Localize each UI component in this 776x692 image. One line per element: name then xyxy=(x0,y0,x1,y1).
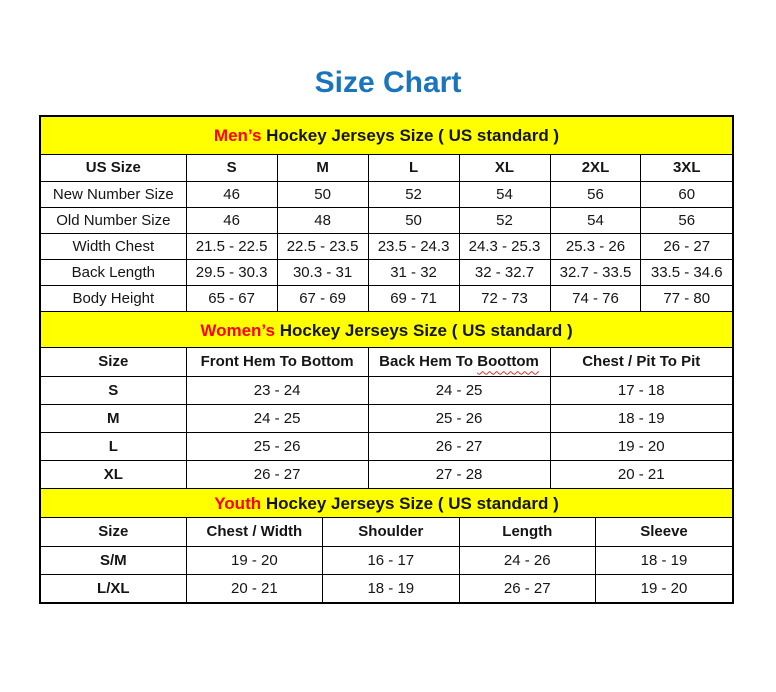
table-row xyxy=(41,233,732,259)
table-row xyxy=(41,432,732,460)
column-header: Length xyxy=(459,518,595,546)
size-value: 19 - 20 xyxy=(186,546,322,574)
misspelled-word: Boottom xyxy=(477,353,539,371)
size-value: 67 - 69 xyxy=(277,285,368,311)
column-header: Size xyxy=(41,348,186,376)
size-value: 26 - 27 xyxy=(459,574,595,602)
table-row xyxy=(41,181,732,207)
row-label: Width Chest xyxy=(41,233,186,259)
row-label: New Number Size xyxy=(41,181,186,207)
size-value: 48 xyxy=(277,207,368,233)
table-row xyxy=(41,207,732,233)
size-chart-table-group xyxy=(39,115,734,604)
size-value: 46 xyxy=(186,181,277,207)
size-value: 18 - 19 xyxy=(550,404,732,432)
table-row xyxy=(41,285,732,311)
column-header: Chest / Pit To Pit xyxy=(550,348,732,376)
row-label: Body Height xyxy=(41,285,186,311)
row-label: S xyxy=(41,376,186,404)
youth-banner-highlight: Youth xyxy=(214,494,262,513)
size-value: 20 - 21 xyxy=(550,460,732,488)
size-value: 29.5 - 30.3 xyxy=(186,259,277,285)
column-header: Sleeve xyxy=(596,518,732,546)
size-value: 69 - 71 xyxy=(368,285,459,311)
size-value: 20 - 21 xyxy=(186,574,322,602)
size-value: 74 - 76 xyxy=(550,285,641,311)
mens-section-banner xyxy=(41,117,732,155)
size-value: 56 xyxy=(550,181,641,207)
column-header: Chest / Width xyxy=(186,518,322,546)
column-header: S xyxy=(186,155,277,181)
size-value: 65 - 67 xyxy=(186,285,277,311)
size-value: 32.7 - 33.5 xyxy=(550,259,641,285)
row-label: L/XL xyxy=(41,574,186,602)
youth-size-table xyxy=(41,518,732,602)
size-value: 17 - 18 xyxy=(550,376,732,404)
womens-header-row xyxy=(41,348,732,376)
size-value: 26 - 27 xyxy=(641,233,732,259)
column-header: Shoulder xyxy=(323,518,459,546)
size-value: 26 - 27 xyxy=(186,460,368,488)
size-value: 16 - 17 xyxy=(323,546,459,574)
size-value: 52 xyxy=(459,207,550,233)
column-header xyxy=(368,348,550,376)
size-value: 54 xyxy=(459,181,550,207)
size-value: 56 xyxy=(641,207,732,233)
size-value: 23.5 - 24.3 xyxy=(368,233,459,259)
page-title: Size Chart xyxy=(314,66,462,99)
size-value: 26 - 27 xyxy=(368,432,550,460)
size-value: 27 - 28 xyxy=(368,460,550,488)
row-label: Old Number Size xyxy=(41,207,186,233)
size-value: 25 - 26 xyxy=(186,432,368,460)
mens-size-table xyxy=(41,155,732,311)
size-value: 18 - 19 xyxy=(596,546,732,574)
youth-section-banner xyxy=(41,488,732,518)
womens-size-table xyxy=(41,348,732,488)
size-value: 24 - 26 xyxy=(459,546,595,574)
youth-header-row xyxy=(41,518,732,546)
size-value: 52 xyxy=(368,181,459,207)
size-value: 18 - 19 xyxy=(323,574,459,602)
size-value: 32 - 32.7 xyxy=(459,259,550,285)
womens-section-banner xyxy=(41,311,732,348)
size-value: 24 - 25 xyxy=(368,376,550,404)
size-value: 24.3 - 25.3 xyxy=(459,233,550,259)
size-value: 33.5 - 34.6 xyxy=(641,259,732,285)
column-header: L xyxy=(368,155,459,181)
table-row xyxy=(41,376,732,404)
youth-banner-text: Hockey Jerseys Size ( US standard ) xyxy=(261,494,559,513)
row-label: XL xyxy=(41,460,186,488)
row-label: Back Length xyxy=(41,259,186,285)
column-header: XL xyxy=(459,155,550,181)
womens-banner-text: Hockey Jerseys Size ( US standard ) xyxy=(274,321,573,340)
size-value: 30.3 - 31 xyxy=(277,259,368,285)
mens-header-row xyxy=(41,155,732,181)
size-value: 25.3 - 26 xyxy=(550,233,641,259)
column-header: 2XL xyxy=(550,155,641,181)
size-value: 19 - 20 xyxy=(550,432,732,460)
table-row xyxy=(41,460,732,488)
column-header: US Size xyxy=(41,155,186,181)
size-value: 46 xyxy=(186,207,277,233)
size-value: 21.5 - 22.5 xyxy=(186,233,277,259)
column-header: Front Hem To Bottom xyxy=(186,348,368,376)
column-header-text: Back Hem To xyxy=(379,353,478,371)
size-value: 77 - 80 xyxy=(641,285,732,311)
size-value: 22.5 - 23.5 xyxy=(277,233,368,259)
table-row xyxy=(41,259,732,285)
column-header: Size xyxy=(41,518,186,546)
size-value: 25 - 26 xyxy=(368,404,550,432)
size-value: 50 xyxy=(277,181,368,207)
mens-banner-highlight: Men’s xyxy=(213,126,262,145)
column-header: M xyxy=(277,155,368,181)
size-value: 60 xyxy=(641,181,732,207)
size-value: 23 - 24 xyxy=(186,376,368,404)
row-label: S/M xyxy=(41,546,186,574)
row-label: M xyxy=(41,404,186,432)
size-value: 50 xyxy=(368,207,459,233)
size-value: 19 - 20 xyxy=(596,574,732,602)
table-row xyxy=(41,404,732,432)
size-value: 31 - 32 xyxy=(368,259,459,285)
table-row xyxy=(41,546,732,574)
size-value: 72 - 73 xyxy=(459,285,550,311)
row-label: L xyxy=(41,432,186,460)
size-value: 54 xyxy=(550,207,641,233)
column-header: 3XL xyxy=(641,155,732,181)
mens-banner-text: Hockey Jerseys Size ( US standard ) xyxy=(261,126,560,145)
womens-banner-highlight: Women’s xyxy=(200,321,275,340)
size-value: 24 - 25 xyxy=(186,404,368,432)
table-row xyxy=(41,574,732,602)
